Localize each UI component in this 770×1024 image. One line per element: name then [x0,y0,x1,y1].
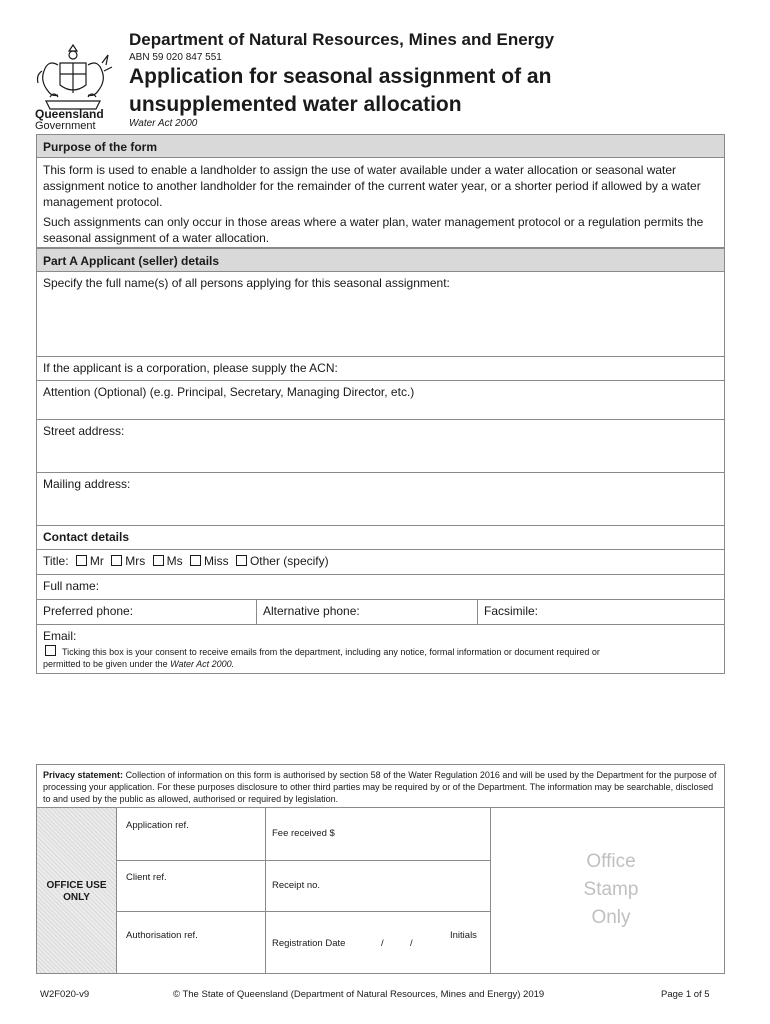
stamp-line-1: Office [586,851,636,872]
title-label: Title: [43,554,69,568]
department-name: Department of Natural Resources, Mines and Energy [129,30,555,49]
client-ref-label: Client ref. [126,872,167,883]
title-ms-checkbox[interactable] [153,555,164,566]
email-consent [43,645,718,670]
purpose-heading: Purpose of the form [36,134,725,158]
purpose-paragraph-2: Such assignments can only occur in those areas where a water plan, water management protocol or a regulation permits the seasonal assignment of a water allocation. [43,215,704,245]
registration-date-separators: / / [381,938,413,949]
contact-details-heading [36,526,725,550]
office-use-panel [36,808,725,974]
contact-details-label: Contact details [43,530,130,544]
logo-subtitle: Government [35,120,96,132]
title-mrs-label: Mrs [125,554,146,568]
title-miss-label: Miss [203,554,229,568]
acn-field[interactable] [36,357,725,381]
stamp-line-2: Stamp [583,879,639,900]
privacy-statement [36,764,725,808]
office-stamp-area [497,848,725,932]
title-row [36,550,725,575]
full-name-label: Full name: [43,579,100,593]
registration-date-label: Registration Date [272,938,346,949]
title-mr-checkbox[interactable] [76,555,87,566]
title-miss-checkbox[interactable] [190,555,201,566]
alternative-phone-field[interactable] [256,600,477,624]
office-use-label [37,808,117,973]
email-consent-text: Ticking this box is your consent to receive emails from the department, including any notice, formal information or document required or [62,647,600,657]
email-consent-act: Water Act 2000. [170,659,235,669]
facsimile-field[interactable] [477,600,724,624]
office-divider-1 [265,808,266,973]
full-name-field[interactable] [36,575,725,600]
facsimile-label: Facsimile: [484,604,539,618]
title-mr-label: Mr [89,554,104,568]
email-consent-text-2: permitted to be given under the [43,659,168,669]
copyright: © The State of Queensland (Department of Natural Resources, Mines and Energy) 2019 [173,989,545,1000]
purpose-paragraph-1: This form is used to enable a landholder to assign the use of water available under a water allocation or seasonal water assignment notice to another landholder for the remainder of the current water year, or a shorter period if allowed by a water management protocol. [43,163,701,209]
office-divider-2 [490,808,491,973]
page-number: Page 1 of 5 [661,989,710,1000]
street-address-label: Street address: [43,424,125,438]
abn-number: ABN 59 020 847 551 [129,52,222,63]
attention-field[interactable] [36,381,725,420]
mailing-address-field[interactable] [36,473,725,526]
purpose-section [36,157,725,248]
acn-label: If the applicant is a corporation, please supply the ACN: [43,361,338,375]
authorisation-ref-label: Authorisation ref. [126,930,198,941]
initials-label: Initials [450,930,477,941]
privacy-text: Collection of information on this form is authorised by section 58 of the Water Regulation 2016 and will be used by the Department for the purpose of processing your application. For these purposes disclosure to other third parties may be required by or of the Department. The information may be searchable, disclosed to and used by the public as allowed, authorised or required by legislation. [43,770,717,804]
stamp-line-3: Only [591,907,631,928]
email-label: Email: [43,629,77,643]
mailing-address-label: Mailing address: [43,477,131,491]
phone-row [36,600,725,625]
title-ms-label: Ms [166,554,183,568]
part-a-heading: Part A Applicant (seller) details [36,248,725,272]
alternative-phone-label: Alternative phone: [263,604,360,618]
fee-received-label: Fee received $ [272,828,335,839]
receipt-no-label: Receipt no. [272,880,321,891]
office-use-line-1: OFFICE USE [46,880,107,891]
privacy-label: Privacy statement: [43,770,124,780]
office-use-line-2: ONLY [63,892,90,903]
attention-label: Attention (Optional) (e.g. Principal, Secretary, Managing Director, etc.) [43,385,415,399]
email-consent-checkbox[interactable] [45,645,56,656]
applicant-names-label: Specify the full name(s) of all persons applying for this seasonal assignment: [43,276,450,290]
act-reference: Water Act 2000 [129,118,198,129]
street-address-field[interactable] [36,420,725,473]
form-code: W2F020-v9 [40,989,90,1000]
applicant-names-field[interactable] [36,272,725,357]
application-ref-label: Application ref. [126,820,189,831]
preferred-phone-field[interactable] [37,600,256,624]
email-field[interactable] [36,625,725,674]
preferred-phone-label: Preferred phone: [43,604,134,618]
logo-name: Queensland [35,107,104,121]
title-other-label: Other (specify) [249,554,329,568]
title-mrs-checkbox[interactable] [111,555,122,566]
title-other-checkbox[interactable] [236,555,247,566]
office-row-divider-1 [117,860,490,861]
office-row-divider-2 [117,911,490,912]
form-title: Application for seasonal assignment of an unsupplemented water allocation [129,65,552,116]
